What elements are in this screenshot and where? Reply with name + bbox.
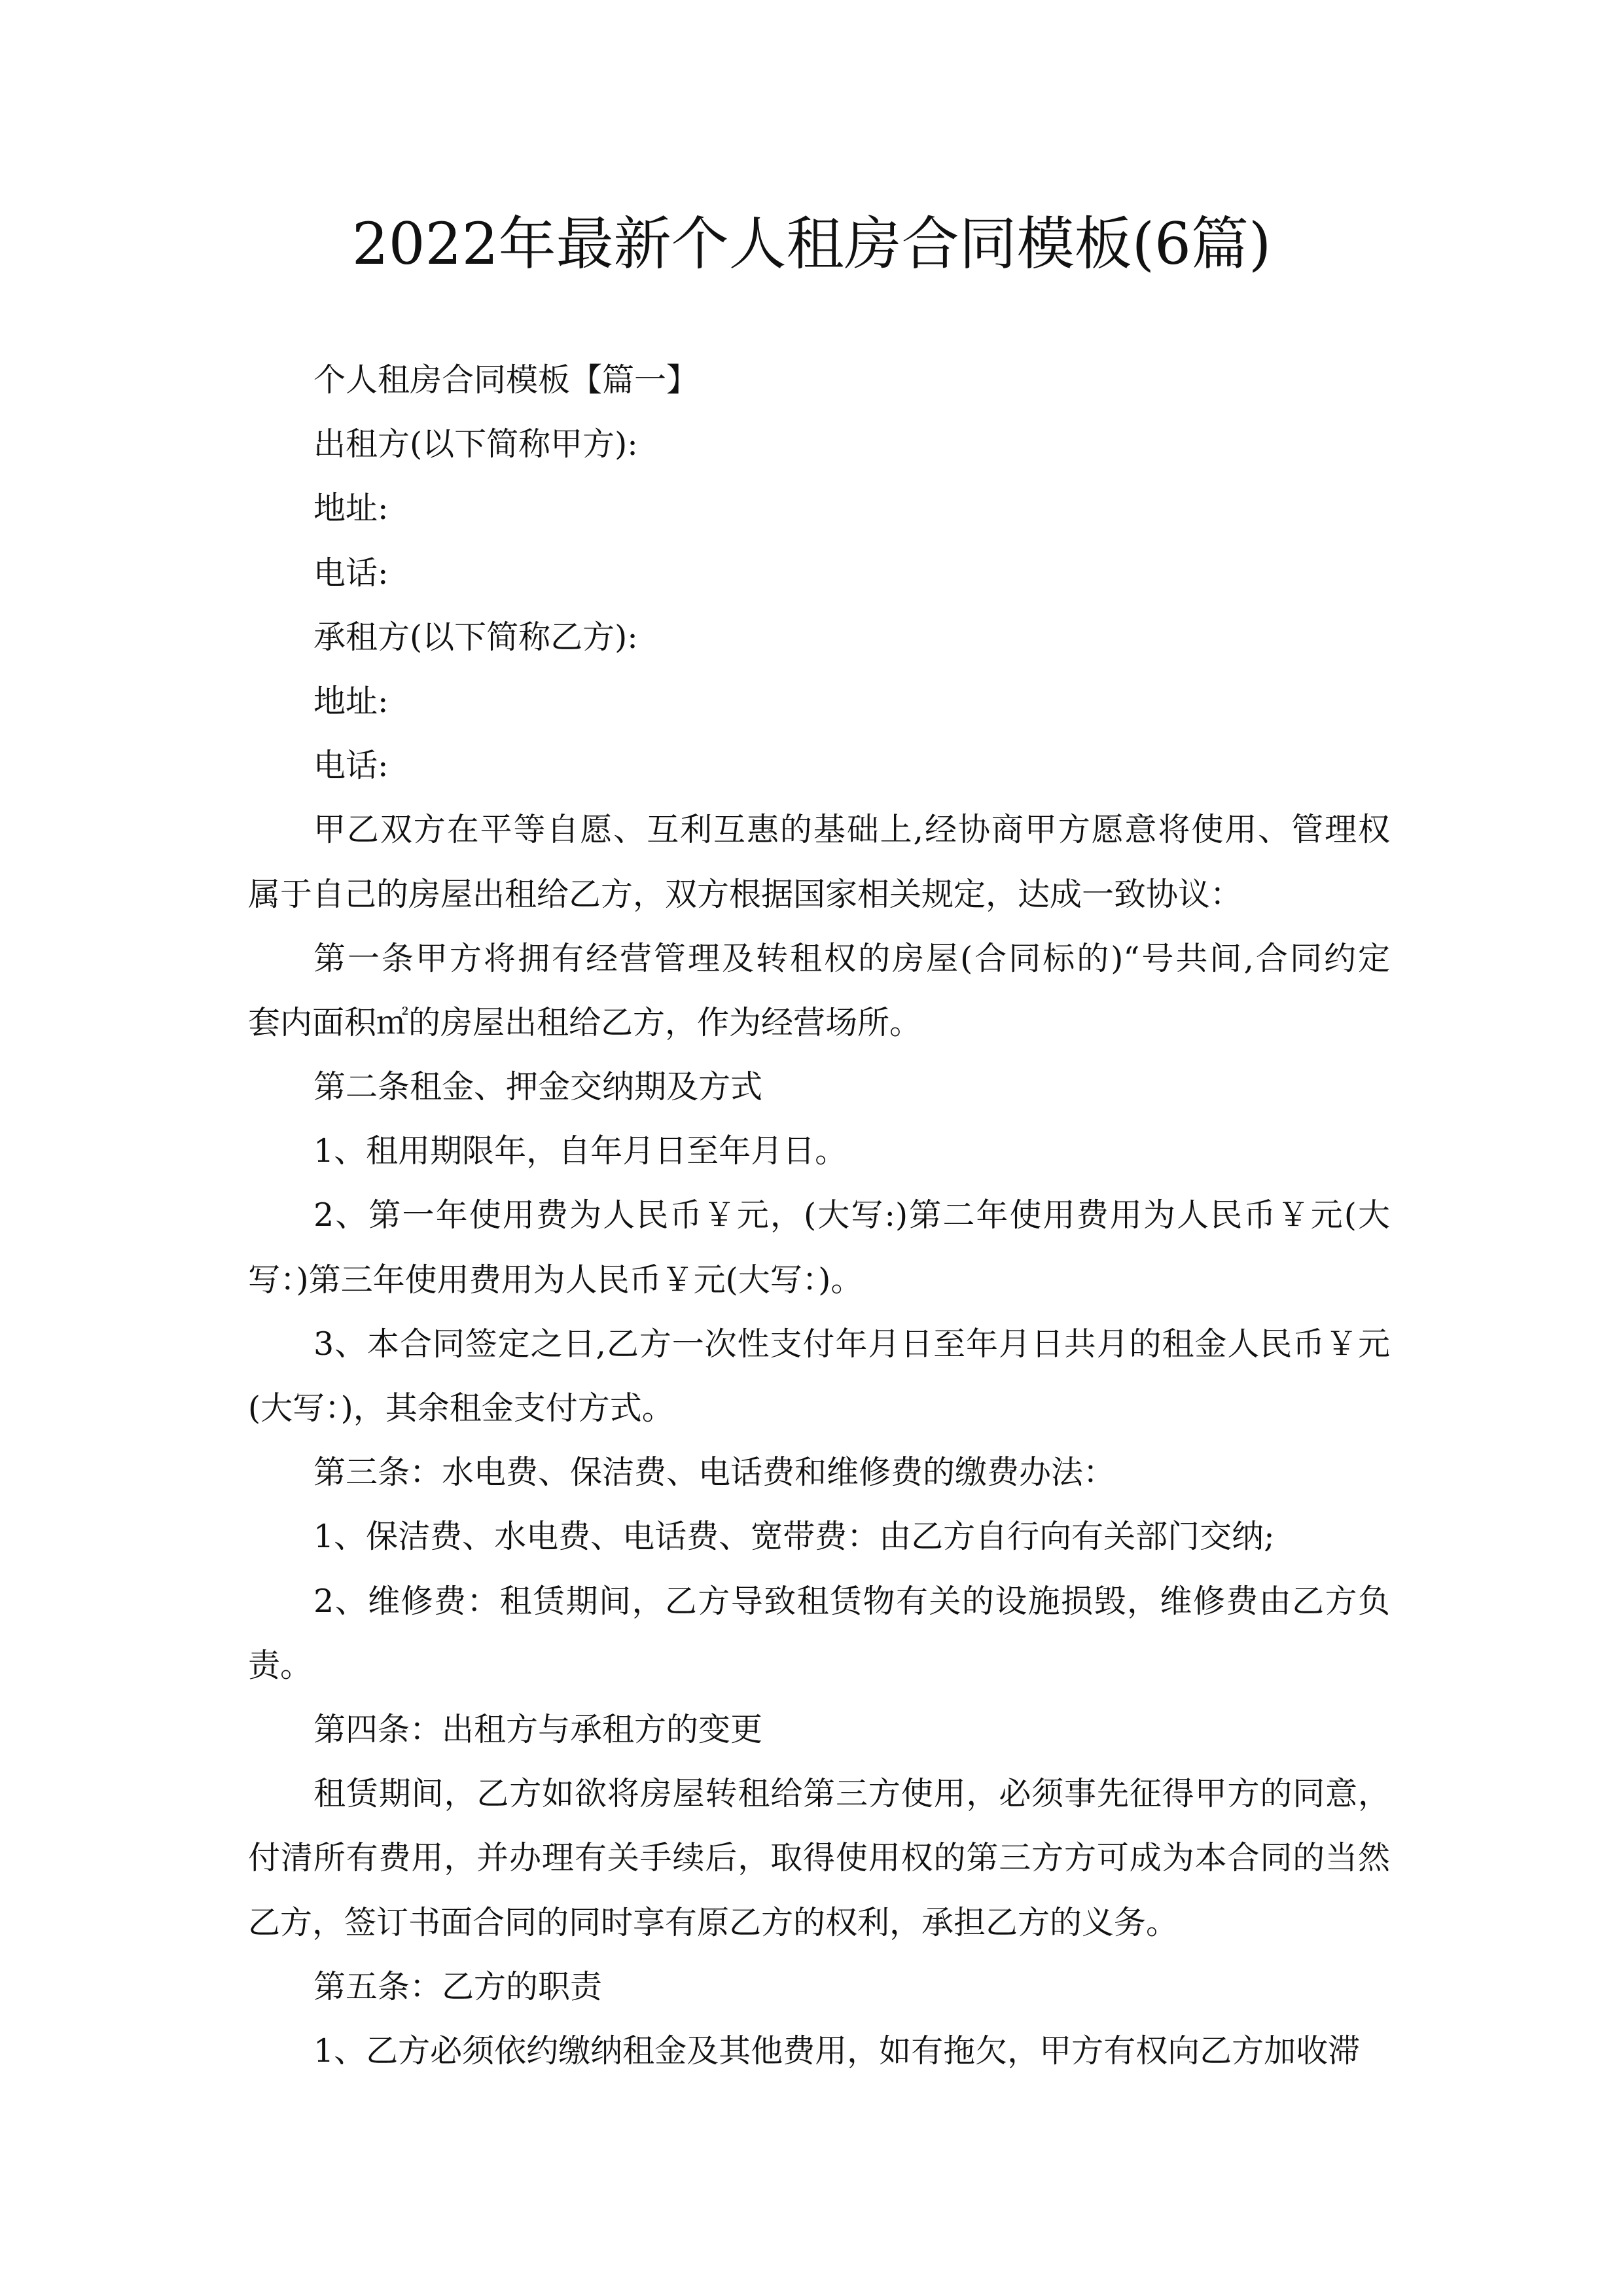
document-body (248, 348, 1390, 2083)
paragraph-line: 第五条：乙方的职责 (313, 1967, 603, 2005)
paragraph-line: 付清所有费用，并办理有关手续后，取得使用权的第三方方可成为本合同的当然 (248, 1839, 1390, 1877)
paragraph-line: 第一条甲方将拥有经营管理及转租权的房屋(合同标的)“号共间,合同约定 (313, 939, 1390, 977)
paragraph (248, 1505, 1390, 1569)
paragraph (248, 348, 1390, 412)
paragraph (248, 798, 1390, 926)
paragraph-line: 电话: (313, 554, 389, 592)
paragraph-line: 电话: (313, 747, 389, 785)
paragraph-line: 地址: (313, 490, 389, 528)
paragraph-line: 甲乙双方在平等自愿、互利互惠的基础上,经协商甲方愿意将使用、管理权 (313, 811, 1390, 849)
paragraph-line: 第三条：水电费、保洁费、电话费和维修费的缴费办法： (313, 1454, 1116, 1492)
paragraph-line: 第四条：出租方与承租方的变更 (313, 1710, 763, 1748)
paragraph (248, 734, 1390, 798)
paragraph-line: 2、维修费：租赁期间，乙方导致租赁物有关的设施损毁，维修费由乙方负 (313, 1582, 1390, 1620)
paragraph-line: 套内面积㎡的房屋出租给乙方，作为经营场所。 (248, 1003, 922, 1041)
paragraph (248, 1762, 1390, 1955)
paragraph (248, 1183, 1390, 1312)
paragraph (248, 1570, 1390, 1698)
paragraph-line: 责。 (248, 1646, 313, 1684)
paragraph-line: 属于自己的房屋出租给乙方，双方根据国家相关规定，达成一致协议： (248, 875, 1243, 913)
paragraph (248, 1441, 1390, 1505)
paragraph-line: 1、乙方必须依约缴纳租金及其他费用，如有拖欠，甲方有权向乙方加收滞 (313, 2032, 1361, 2070)
paragraph (248, 1119, 1390, 1183)
paragraph-line: 出租方(以下简称甲方): (313, 425, 638, 463)
paragraph (248, 1055, 1390, 1119)
paragraph-line: 地址: (313, 682, 389, 720)
paragraph (248, 605, 1390, 670)
paragraph (248, 1955, 1390, 2019)
paragraph (248, 927, 1390, 1055)
paragraph (248, 2019, 1390, 2083)
paragraph (248, 670, 1390, 734)
paragraph-line: (大写：)，其余租金支付方式。 (248, 1390, 674, 1427)
paragraph-line: 第二条租金、押金交纳期及方式 (313, 1068, 763, 1106)
paragraph-line: 1、保洁费、水电费、电话费、宽带费：由乙方自行向有关部门交纳; (313, 1518, 1275, 1556)
paragraph-line: 个人租房合同模板【篇一】 (313, 361, 699, 399)
paragraph-line: 承租方(以下简称乙方): (313, 618, 638, 656)
paragraph (248, 1312, 1390, 1441)
paragraph-line: 1、租用期限年，自年月日至年月日。 (313, 1132, 847, 1170)
paragraph-line: 写：)第三年使用费用为人民币￥元(大写：)。 (248, 1261, 863, 1299)
document-title: 2022年最新个人租房合同模板(6篇) (351, 210, 1272, 278)
paragraph (248, 1698, 1390, 1762)
paragraph (248, 541, 1390, 605)
paragraph-line: 乙方，签订书面合同的同时享有原乙方的权利，承担乙方的义务。 (248, 1903, 1179, 1941)
paragraph-line: 3、本合同签定之日,乙方一次性支付年月日至年月日共月的租金人民币￥元 (313, 1325, 1390, 1363)
paragraph (248, 412, 1390, 476)
paragraph (248, 476, 1390, 541)
paragraph-line: 租赁期间，乙方如欲将房屋转租给第三方使用，必须事先征得甲方的同意， (313, 1775, 1390, 1813)
paragraph-line: 2、第一年使用费为人民币￥元，(大写:)第二年使用费用为人民币￥元(大 (313, 1196, 1390, 1234)
